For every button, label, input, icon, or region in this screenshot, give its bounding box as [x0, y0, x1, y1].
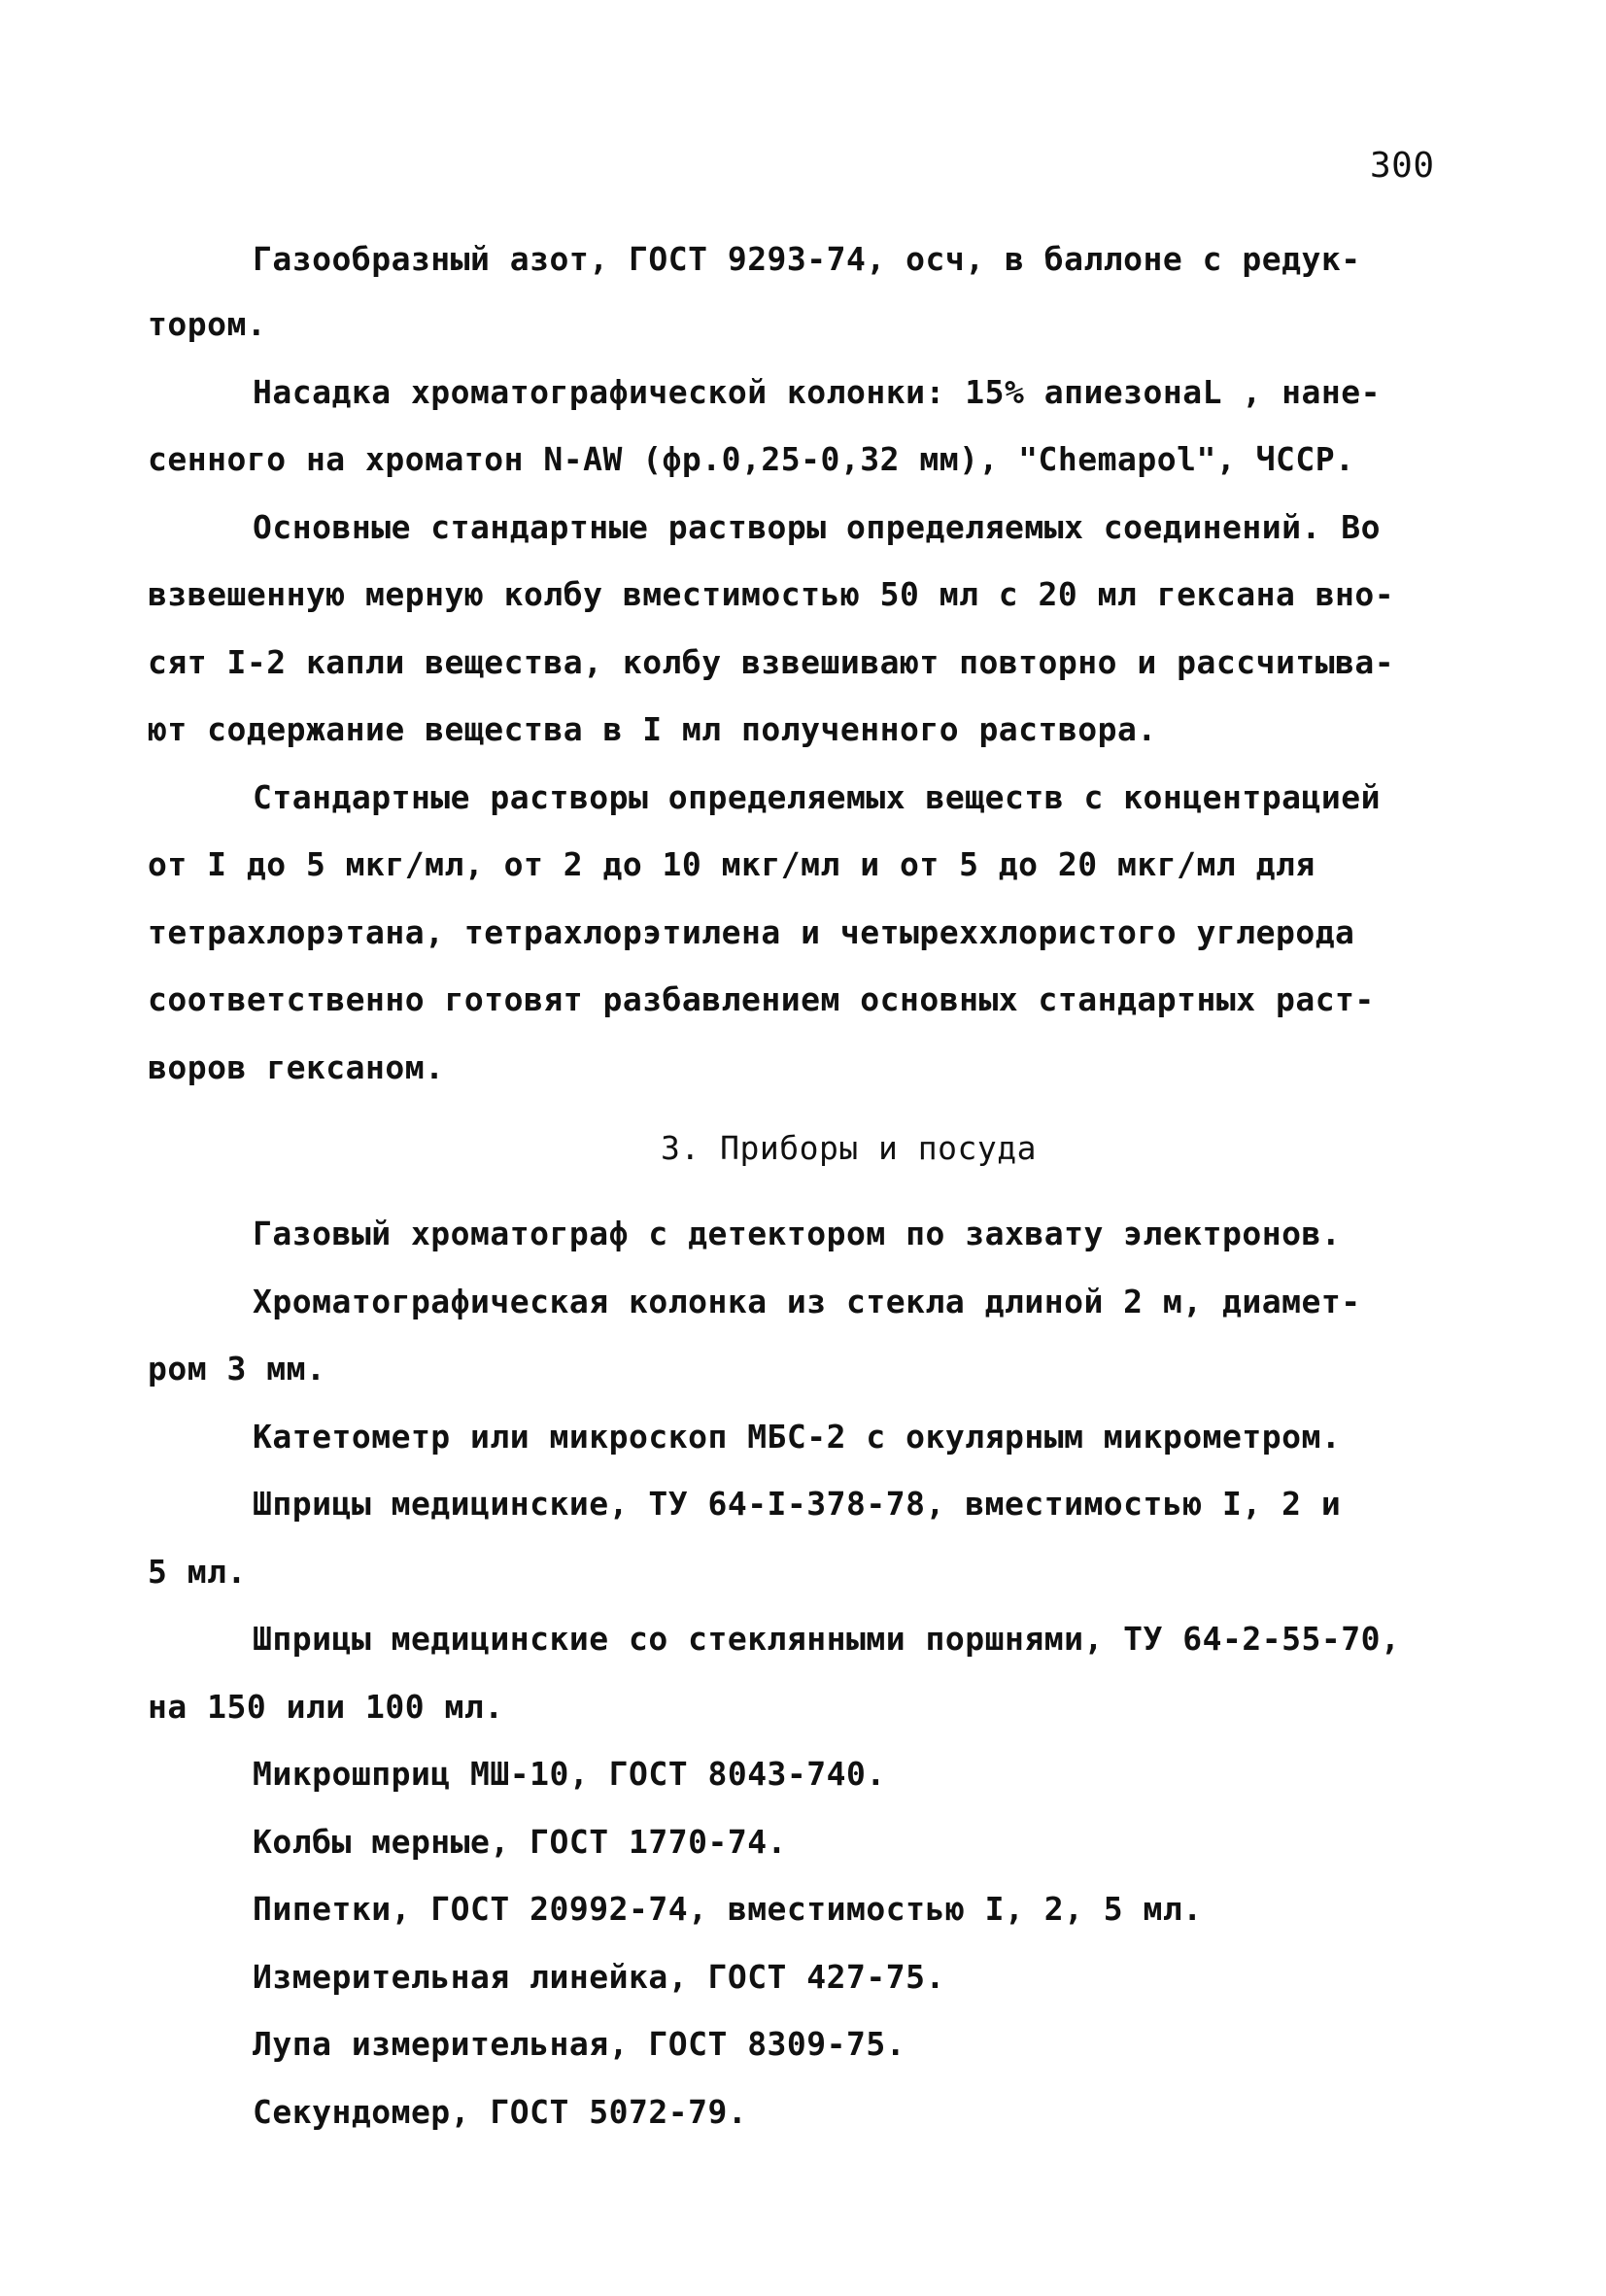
- text-line: на 150 или 100 мл.: [148, 1688, 504, 1726]
- text-line: Колбы мерные, ГОСТ 1770-74.: [253, 1823, 787, 1861]
- text-line: Пипетки, ГОСТ 20992-74, вместимостью I, 2, 5 мл.: [253, 1890, 1203, 1928]
- text-line: Газовый хроматограф с детектором по захвату электронов.: [253, 1215, 1342, 1252]
- text-line: Стандартные растворы определяемых веществ с концентрацией: [253, 778, 1381, 816]
- text-line: ром 3 мм.: [148, 1350, 326, 1388]
- text-line: Газообразный азот, ГОСТ 9293-74, осч, в баллоне с редук-: [253, 240, 1361, 278]
- section-heading: 3. Приборы и посуда: [661, 1129, 1037, 1167]
- text-line: Измерительная линейка, ГОСТ 427-75.: [253, 1958, 945, 1996]
- page-number: 300: [1370, 146, 1435, 186]
- text-line: соответственно готовят разбавлением основных стандартных раст-: [148, 980, 1375, 1018]
- text-line: Шприцы медицинские со стеклянными поршнями, ТУ 64-2-55-70,: [253, 1620, 1401, 1658]
- text-line: сенного на хроматон N-AW (фр.0,25-0,32 мм), "Chemapol", ЧССР.: [148, 440, 1355, 478]
- text-line: воров гексаном.: [148, 1048, 445, 1086]
- text-line: Секундомер, ГОСТ 5072-79.: [253, 2093, 748, 2131]
- text-line: Микрошприц МШ-10, ГОСТ 8043-740.: [253, 1755, 886, 1793]
- text-line: 5 мл.: [148, 1553, 247, 1591]
- text-line: тором.: [148, 305, 267, 343]
- text-line: ют содержание вещества в I мл полученного раствора.: [148, 710, 1157, 748]
- text-line: взвешенную мерную колбу вместимостью 50 мл с 20 мл гексана вно-: [148, 575, 1395, 613]
- text-line: тетрахлорэтана, тетрахлорэтилена и четыреххлористого углерода: [148, 913, 1355, 951]
- text-line: Основные стандартные растворы определяемых соединений. Во: [253, 508, 1381, 546]
- text-line: Насадка хроматографической колонки: 15% апиезонаL , нане-: [253, 373, 1381, 411]
- text-line: Хроматографическая колонка из стекла длиной 2 м, диамет-: [253, 1283, 1361, 1320]
- text-line: Шприцы медицинские, ТУ 64-I-378-78, вместимостью I, 2 и: [253, 1485, 1342, 1523]
- text-line: от I до 5 мкг/мл, от 2 до 10 мкг/мл и от 5 до 20 мкг/мл для: [148, 845, 1316, 883]
- text-line: Лупа измерительная, ГОСТ 8309-75.: [253, 2025, 906, 2063]
- text-line: Катетометр или микроскоп МБС-2 с окулярным микрометром.: [253, 1418, 1342, 1456]
- text-line: сят I-2 капли вещества, колбу взвешивают повторно и рассчитыва-: [148, 643, 1395, 681]
